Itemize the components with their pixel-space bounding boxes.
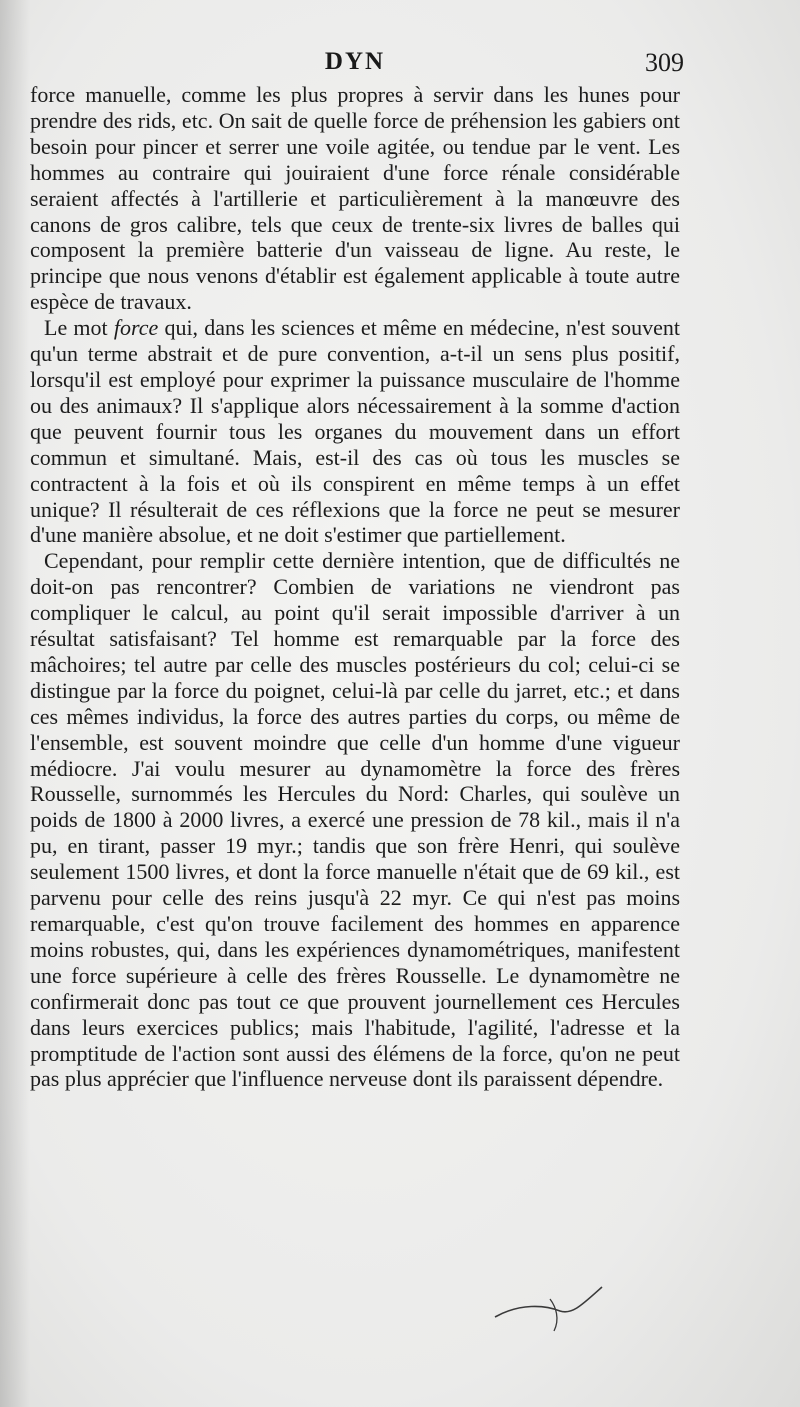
paragraph-rousselle: Cependant, pour remplir cette dernière intention, que de difficultés ne doit-on pas rencontrer? Combien de variations ne viendront pas compliquer le calcul, au point qu'il serait impossible d'arriver à un résultat satisfaisant? Tel homme est remarquable par la force des mâchoires; tel autre par celle des muscles postérieurs du col; celui-ci se distingue par la force du poignet, celui-là par celle du jarret, etc.; et dans ces mêmes individus, la force des autres parties du corps, ou même de l'ensemble, est souvent moindre que celle d'un homme d'une vigueur médiocre. J'ai voulu mesurer au dynamomètre la force des frères Rousselle, surnommés les Hercules du Nord: Charles, qui soulève un poids de 1800 à 2000 livres, a exercé une pression de 78 kil., mais il n'a pu, en tirant, passer 19 myr.; tandis que son frère Henri, qui soulève seulement 1500 livres, et dont la force manuelle n'était que de 69 kil., est parvenu pour celle des reins jusqu'à 22 myr. Ce qui n'est pas moins remarquable, c'est qu'on trouve facilement des hommes en apparence moins robustes, qui, dans les expériences dynamométriques, manifestent une force supérieure à celle des frères Rousselle. Le dynamomètre ne confirmerait donc pas tout ce que prouvent journellement ces Hercules dans leurs exercices publics; mais l'habitude, l'agilité, l'adresse et la promptitude de l'action sont aussi des élémens de la force, qu'on ne peut pas plus apprécier que l'influence nerveuse dont ils paraissent dépendre. <box>30 548 680 1092</box>
page-number: 309 <box>645 48 684 77</box>
paragraph-force-definition <box>30 315 680 548</box>
gutter-shadow <box>0 0 30 1407</box>
paragraph-continuation: force manuelle, comme les plus propres à servir dans les hunes pour prendre des rids, etc. On sait de quelle force de préhension les gabiers ont besoin pour pincer et serrer une voile agitée, ou tendue par le vent. Les hommes au contraire qui jouiraient d'une force rénale considérable seraient affectés à l'artillerie et particulièrement à la manœuvre des canons de gros calibre, tels que ceux de trente-six livres de balles qui composent la première batterie d'un vaisseau de ligne. Au reste, le principe que nous venons d'établir est également applicable à toute autre espèce de travaux. <box>30 82 680 315</box>
running-head <box>30 48 684 82</box>
paragraph-lead: Le mot <box>44 315 114 341</box>
running-head-title: DYN <box>324 48 386 75</box>
closing-flourish-ornament <box>490 1275 620 1335</box>
body-text <box>30 82 680 1092</box>
paragraph-body: qui, dans les sciences et même en médecine, n'est souvent qu'un terme abstrait et de pure convention, a-t-il un sens plus positif, lorsqu'il est employé pour exprimer la puissance musculaire de l'homme ou des animaux? Il s'applique alors nécessairement à la somme d'action que peuvent fournir tous les organes du mouvement dans un effort commun et simultané. Mais, est-il des cas où tous les muscles se contractent à la fois et où ils conspirent en même temps à un effet unique? Il résulterait de ces réflexions que la force ne peut se mesurer d'une manière absolue, et ne doit s'estimer que partiellement. <box>30 315 680 548</box>
emphasized-term: force <box>113 315 159 341</box>
